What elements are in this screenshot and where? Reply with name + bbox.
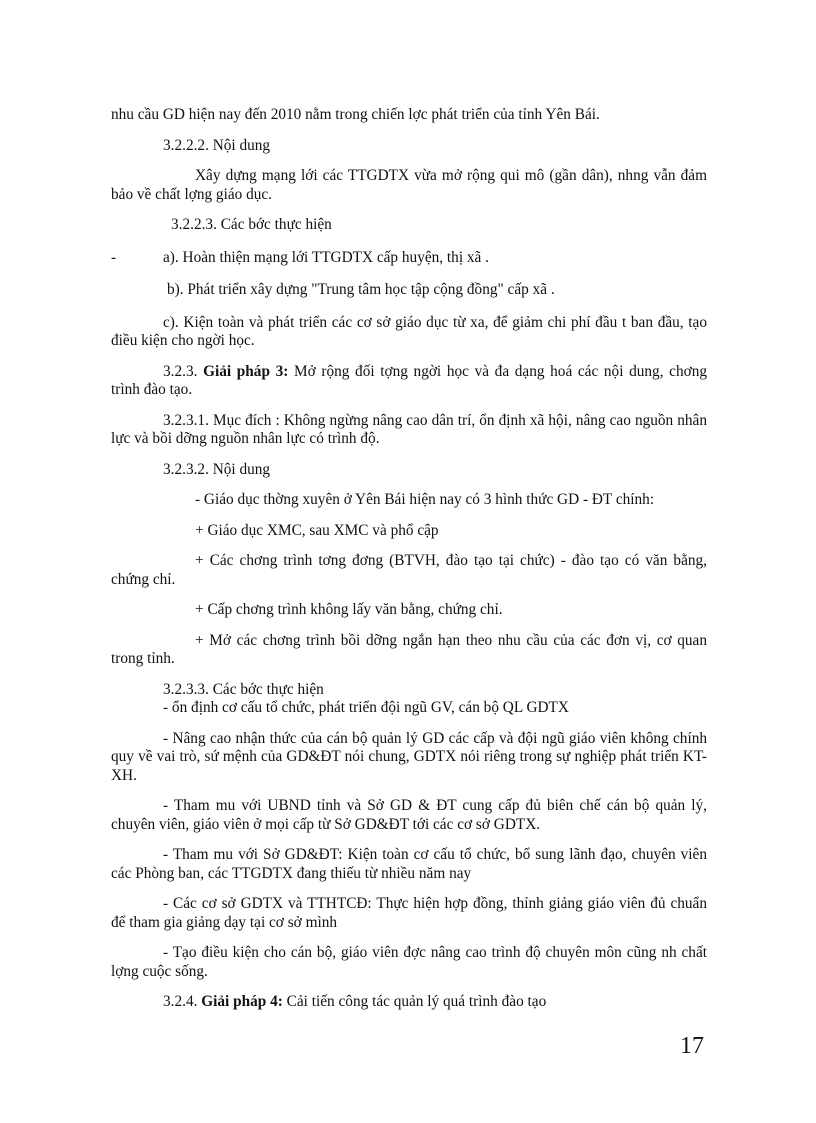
paragraph-network: Xây dựng mạng lới các TTGDTX vừa mở rộng qui mô (gần dân), nhng vẫn đảm bảo về chất lợng giáo dục. (111, 167, 707, 203)
step-a-line (111, 249, 707, 268)
form-item-4: + Mở các chơng trình bồi dỡng ngắn hạn theo nhu cầu của các đơn vị, cơ quan trong tỉnh. (111, 631, 707, 667)
paragraph-continuation: nhu cầu GD hiện nay đến 2010 nằm trong chiến lợc phát triển của tỉnh Yên Bái. (111, 106, 600, 123)
step-b: b). Phát triển xây dựng "Trung tâm học tập cộng đồng" cấp xã . (167, 281, 555, 298)
step-contracts: - Các cơ sở GDTX và TTHTCĐ: Thực hiện hợp đồng, thỉnh giảng giáo viên đủ chuẩn để tham gia giảng dạy tại cơ sở mình (111, 895, 707, 931)
step-advise-department: - Tham mu với Sở GD&ĐT: Kiện toàn cơ cấu tổ chức, bổ sung lãnh đạo, chuyên viên các Phòng ban, các TTGDTX đang thiếu từ nhiều năm nay (111, 846, 707, 882)
form-item-1: + Giáo dục XMC, sau XMC và phổ cập (195, 521, 439, 539)
step-awareness: - Nâng cao nhận thức của cán bộ quản lý GD các cấp và đội ngũ giáo viên không chính quy về vai trò, sứ mệnh của GD&ĐT nói chung, GDTX nói riêng trong sự nghiệp phát triển KT-XH. (111, 729, 707, 784)
heading-solution-3 (111, 363, 707, 400)
paragraph-forms: - Giáo dục thờng xuyên ở Yên Bái hiện nay có 3 hình thức GD - ĐT chính: (195, 491, 655, 508)
paragraph-purpose: 3.2.3.1. Mục đích : Không ngừng nâng cao dân trí, ổn định xã hội, nâng cao nguồn nhân lực và bồi dỡng nguồn nhân lực có trình độ. (111, 411, 707, 447)
form-item-3: + Cấp chơng trình không lấy văn bằng, chứng chỉ. (195, 601, 503, 618)
solution-3-text: Mở rộng đối tợng ngời học và đa dạng hoá các nội dung, chơng trình đào tạo. (111, 362, 708, 398)
heading-solution-4 (111, 993, 707, 1012)
page-number: 17 (680, 1033, 704, 1059)
step-a: a). Hoàn thiện mạng lới TTGDTX cấp huyện, thị xã . (163, 248, 489, 266)
solution-4-number: 3.2.4. (163, 993, 202, 1010)
solution-4-text: Cải tiến công tác quản lý quá trình đào tạo (282, 993, 547, 1010)
solution-4-label: Giải pháp 4: (201, 993, 283, 1010)
heading-3-2-3-2: 3.2.3.2. Nội dung (163, 460, 271, 478)
step-c: c). Kiện toàn và phát triển các cơ sở giáo dục từ xa, để giảm chi phí đầu t ban đầu, tạo điều kiện cho ngời học. (111, 313, 707, 349)
solution-3-label: Giải pháp 3: (203, 362, 289, 380)
solution-3-number: 3.2.3. (163, 362, 204, 380)
list-dash: - (111, 248, 117, 266)
heading-3-2-2-2: 3.2.2.2. Nội dung (163, 136, 271, 154)
step-stabilize: - ổn định cơ cấu tổ chức, phát triển đội ngũ GV, cán bộ QL GDTX (163, 699, 569, 716)
heading-3-2-2-3: 3.2.2.3. Các bớc thực hiện (171, 216, 332, 233)
step-advise-ubnd: - Tham mu với UBND tỉnh và Sở GD & ĐT cung cấp đủ biên chế cán bộ quản lý, chuyên viên, giáo viên ở mọi cấp từ Sở GD&ĐT tới các cơ sở GDTX. (111, 797, 707, 833)
heading-3-2-3-3: 3.2.3.3. Các bớc thực hiện (163, 680, 324, 698)
document-page (111, 106, 707, 1012)
form-item-2: + Các chơng trình tơng đơng (BTVH, đào tạo tại chức) - đào tạo có văn bằng, chứng chỉ. (111, 552, 707, 588)
step-conditions: - Tạo điều kiện cho cán bộ, giáo viên đợc nâng cao trình độ chuyên môn cũng nh chất lợng cuộc sống. (111, 944, 707, 980)
